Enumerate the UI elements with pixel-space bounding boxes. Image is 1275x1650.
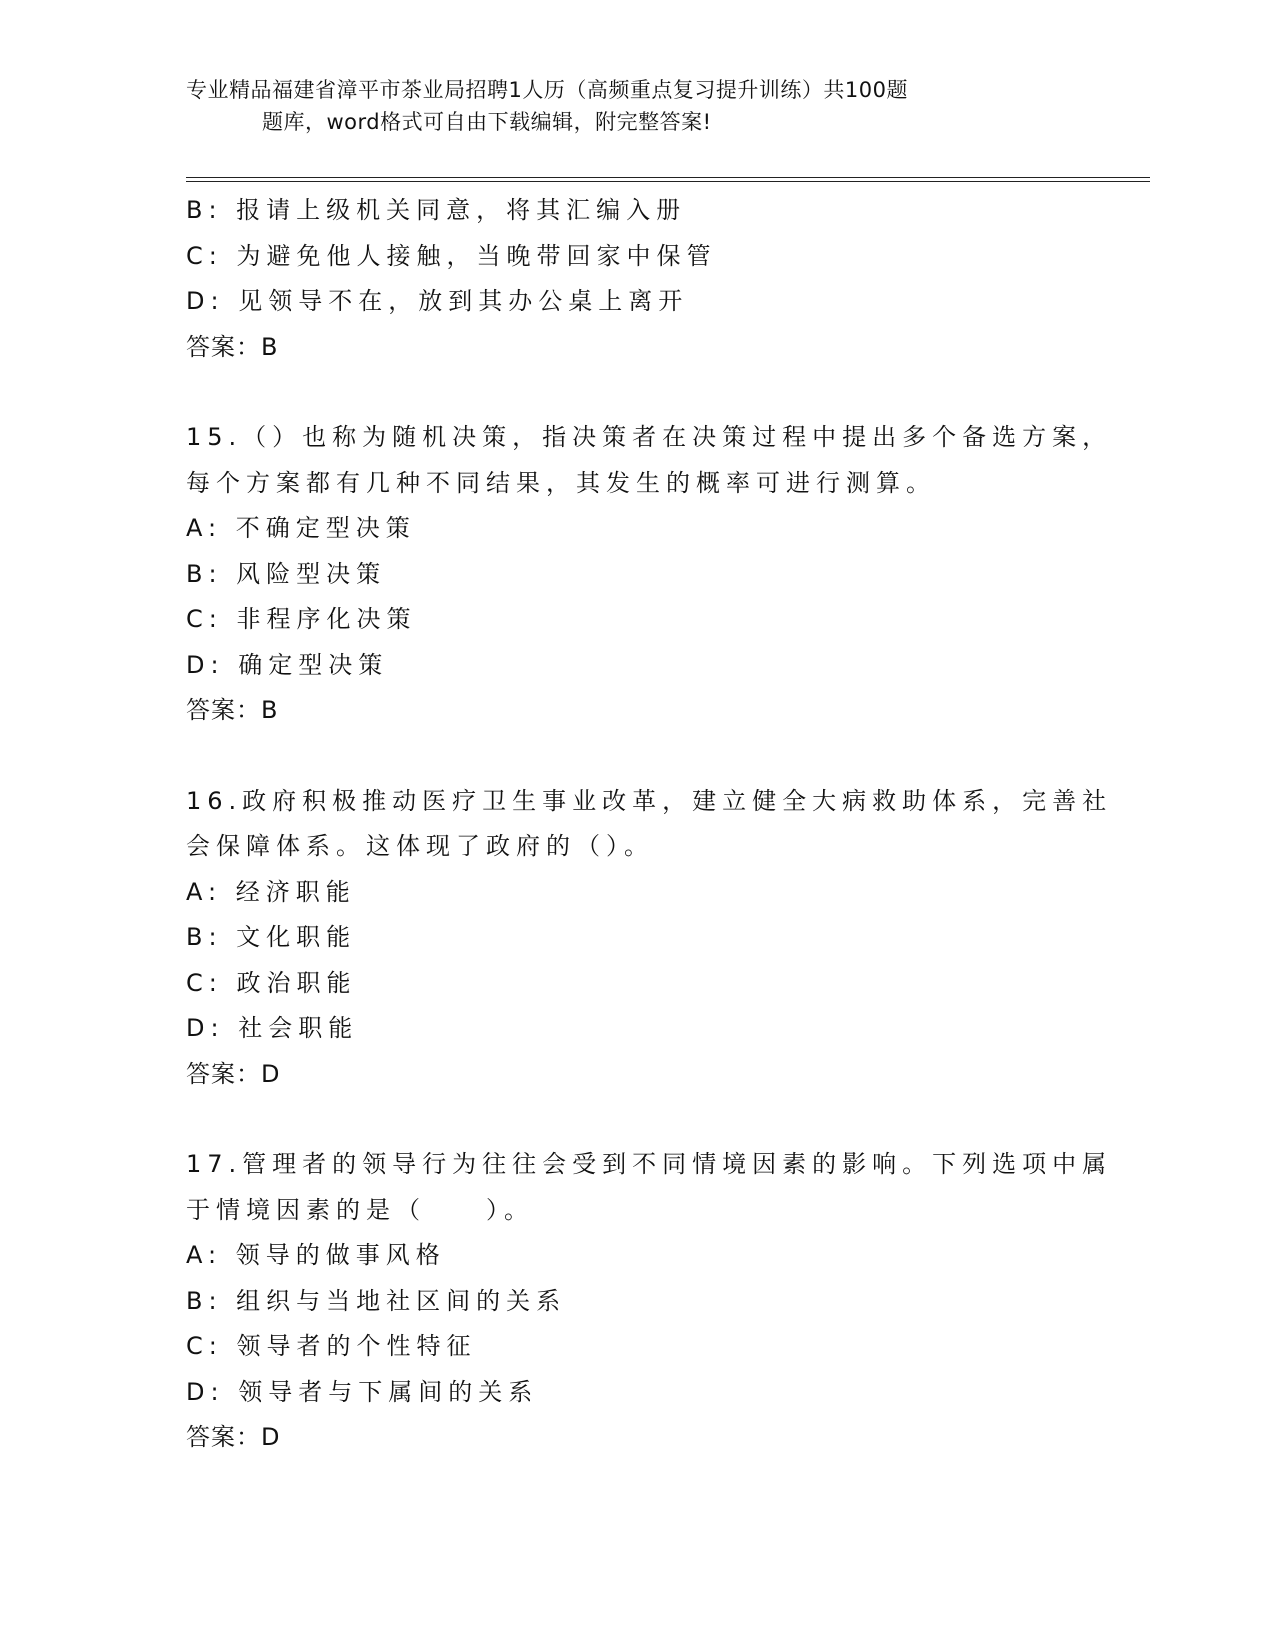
option-d: D: 领导者与下属间的关系 <box>186 1377 539 1406</box>
header-rule-top <box>186 177 1150 178</box>
option-d: D: 见领导不在，放到其办公桌上离开 <box>186 287 689 315</box>
spacer <box>186 1097 1086 1142</box>
answer: 答案：B <box>186 332 279 361</box>
option-c: C: 为避免他人接触，当晚带回家中保管 <box>186 241 717 270</box>
question-stem-line: 16.政府积极推动医疗卫生事业改革，建立健全大病救助体系，完善社 <box>186 786 1113 815</box>
option-b: B: 风险型决策 <box>186 559 387 588</box>
question-15 <box>186 415 1113 734</box>
option-a: A: 不确定型决策 <box>186 514 416 542</box>
option-b: B: 组织与当地社区间的关系 <box>186 1286 567 1315</box>
answer: 答案：D <box>186 1059 281 1088</box>
question-stem-line: 会保障体系。这体现了政府的（）。 <box>186 832 654 860</box>
answer: 答案：D <box>186 1423 281 1451</box>
spacer <box>186 734 1086 779</box>
question-stem-line: 15.（）也称为随机决策，指决策者在决策过程中提出多个备选方案， <box>186 423 1113 451</box>
option-c: C: 政治职能 <box>186 968 357 997</box>
previous-question-tail <box>186 188 1086 370</box>
option-c: C: 非程序化决策 <box>186 605 417 633</box>
header-rule-bottom <box>186 181 1150 182</box>
question-stem-line: 17.管理者的领导行为往往会受到不同情境因素的影响。下列选项中属 <box>186 1150 1113 1178</box>
question-16 <box>186 779 1113 1098</box>
question-stem-line: 每个方案都有几种不同结果，其发生的概率可进行测算。 <box>186 468 936 497</box>
document-body <box>186 188 1113 1461</box>
spacer <box>186 370 1086 415</box>
option-a: A: 领导的做事风格 <box>186 1241 446 1269</box>
header-title-line-1: 专业精品福建省漳平市茶业局招聘1人历（高频重点复习提升训练）共100题 <box>186 78 908 102</box>
header-title-line-2: 题库，word格式可自由下载编辑，附完整答案! <box>262 110 712 134</box>
question-17 <box>186 1142 1113 1461</box>
document-header <box>186 74 1066 138</box>
option-a: A: 经济职能 <box>186 877 356 906</box>
answer: 答案：B <box>186 696 279 724</box>
option-c: C: 领导者的个性特征 <box>186 1332 477 1360</box>
option-b: B: 报请上级机关同意，将其汇编入册 <box>186 196 687 224</box>
option-b: B: 文化职能 <box>186 923 357 951</box>
option-d: D: 社会职能 <box>186 1014 359 1042</box>
option-d: D: 确定型决策 <box>186 650 389 679</box>
question-stem-line: 于情境因素的是（ ）。 <box>186 1195 534 1224</box>
